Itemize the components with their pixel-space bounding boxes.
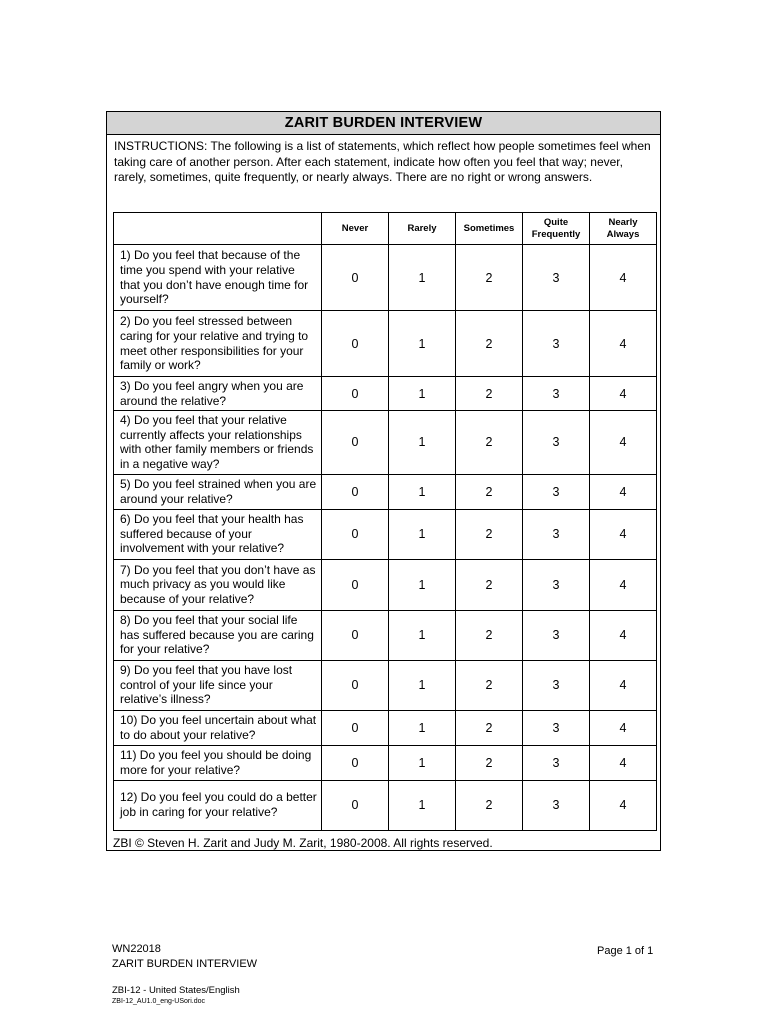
header-statement	[114, 213, 322, 245]
score-option-4[interactable]: 4	[590, 660, 657, 710]
score-option-0[interactable]: 0	[322, 474, 389, 509]
score-option-0[interactable]: 0	[322, 311, 389, 377]
question-text: 4) Do you feel that your relative currently affects your relationships with other family members or friends in a negative way?	[114, 411, 322, 474]
question-row-3	[114, 377, 657, 411]
score-option-4[interactable]: 4	[590, 474, 657, 509]
score-option-2[interactable]: 2	[456, 660, 523, 710]
score-option-3[interactable]: 3	[523, 780, 590, 830]
score-option-1[interactable]: 1	[389, 245, 456, 311]
score-option-1[interactable]: 1	[389, 745, 456, 780]
question-text: 3) Do you feel angry when you are around the relative?	[114, 377, 322, 411]
instructions-text: INSTRUCTIONS: The following is a list of statements, which reflect how people sometimes feel when taking care of another person. After each statement, indicate how often you feel that way; never, rarely, sometimes, quite frequently, or nearly always. There are no right or wrong answers.	[114, 139, 651, 184]
score-option-1[interactable]: 1	[389, 509, 456, 559]
score-option-4[interactable]: 4	[590, 311, 657, 377]
form-title: ZARIT BURDEN INTERVIEW	[107, 112, 660, 135]
score-option-2[interactable]: 2	[456, 474, 523, 509]
question-row-7	[114, 559, 657, 610]
question-row-4	[114, 411, 657, 474]
question-text: 10) Do you feel uncertain about what to do about your relative?	[114, 710, 322, 745]
header-row	[114, 213, 657, 245]
footer-page-number: Page 1 of 1	[597, 945, 654, 957]
score-option-4[interactable]: 4	[590, 610, 657, 660]
score-option-2[interactable]: 2	[456, 710, 523, 745]
score-option-0[interactable]: 0	[322, 245, 389, 311]
footer-version: ZBI-12 - United States/English	[112, 985, 240, 996]
score-option-0[interactable]: 0	[322, 660, 389, 710]
score-option-0[interactable]: 0	[322, 559, 389, 610]
question-text: 2) Do you feel stressed between caring for your relative and trying to meet other responsibilities for your family or work?	[114, 311, 322, 377]
score-option-2[interactable]: 2	[456, 509, 523, 559]
question-text: 11) Do you feel you should be doing more for your relative?	[114, 745, 322, 780]
score-option-0[interactable]: 0	[322, 780, 389, 830]
question-row-12	[114, 780, 657, 830]
question-text: 9) Do you feel that you have lost control of your life since your relative’s illness?	[114, 660, 322, 710]
score-option-3[interactable]: 3	[523, 377, 590, 411]
score-option-0[interactable]: 0	[322, 745, 389, 780]
question-text: 12) Do you feel you could do a better job in caring for your relative?	[114, 780, 322, 830]
question-row-5	[114, 474, 657, 509]
header-sometimes: Sometimes	[456, 213, 523, 245]
footer-title: ZARIT BURDEN INTERVIEW	[112, 958, 258, 970]
score-option-2[interactable]: 2	[456, 245, 523, 311]
score-option-3[interactable]: 3	[523, 411, 590, 474]
question-text: 6) Do you feel that your health has suffered because of your involvement with your relative?	[114, 509, 322, 559]
score-option-2[interactable]: 2	[456, 780, 523, 830]
score-option-3[interactable]: 3	[523, 610, 590, 660]
score-option-2[interactable]: 2	[456, 745, 523, 780]
score-option-4[interactable]: 4	[590, 411, 657, 474]
score-option-1[interactable]: 1	[389, 610, 456, 660]
score-option-4[interactable]: 4	[590, 245, 657, 311]
question-row-2	[114, 311, 657, 377]
score-option-1[interactable]: 1	[389, 311, 456, 377]
copyright-notice: ZBI © Steven H. Zarit and Judy M. Zarit, 1980-2008. All rights reserved.	[113, 836, 493, 850]
score-option-3[interactable]: 3	[523, 710, 590, 745]
score-option-3[interactable]: 3	[523, 474, 590, 509]
footer-filename: ZBI-12_AU1.0_eng-USori.doc	[112, 998, 205, 1005]
score-option-2[interactable]: 2	[456, 311, 523, 377]
score-option-0[interactable]: 0	[322, 411, 389, 474]
score-option-3[interactable]: 3	[523, 559, 590, 610]
score-option-4[interactable]: 4	[590, 509, 657, 559]
score-option-4[interactable]: 4	[590, 377, 657, 411]
score-option-0[interactable]: 0	[322, 509, 389, 559]
question-text: 7) Do you feel that you don’t have as much privacy as you would like because of your relative?	[114, 559, 322, 610]
question-text: 8) Do you feel that your social life has suffered because you are caring for your relative?	[114, 610, 322, 660]
header-rarely: Rarely	[389, 213, 456, 245]
question-row-10	[114, 710, 657, 745]
score-option-4[interactable]: 4	[590, 710, 657, 745]
form-frame	[106, 111, 661, 851]
question-row-9	[114, 660, 657, 710]
score-option-1[interactable]: 1	[389, 780, 456, 830]
footer-code: WN22018	[112, 943, 161, 955]
score-option-2[interactable]: 2	[456, 559, 523, 610]
score-option-1[interactable]: 1	[389, 474, 456, 509]
question-text: 1) Do you feel that because of the time you spend with your relative that you don’t have enough time for yourself?	[114, 245, 322, 311]
score-option-2[interactable]: 2	[456, 377, 523, 411]
question-row-8	[114, 610, 657, 660]
score-option-3[interactable]: 3	[523, 311, 590, 377]
question-text: 5) Do you feel strained when you are around your relative?	[114, 474, 322, 509]
score-option-3[interactable]: 3	[523, 745, 590, 780]
score-option-0[interactable]: 0	[322, 377, 389, 411]
score-option-1[interactable]: 1	[389, 377, 456, 411]
score-option-1[interactable]: 1	[389, 559, 456, 610]
question-row-11	[114, 745, 657, 780]
score-option-0[interactable]: 0	[322, 610, 389, 660]
score-option-2[interactable]: 2	[456, 411, 523, 474]
question-row-6	[114, 509, 657, 559]
score-option-4[interactable]: 4	[590, 780, 657, 830]
question-row-1	[114, 245, 657, 311]
header-nearly-always: Nearly Always	[590, 213, 657, 245]
questions-table	[113, 212, 657, 831]
score-option-3[interactable]: 3	[523, 509, 590, 559]
score-option-1[interactable]: 1	[389, 411, 456, 474]
score-option-0[interactable]: 0	[322, 710, 389, 745]
score-option-4[interactable]: 4	[590, 745, 657, 780]
score-option-3[interactable]: 3	[523, 660, 590, 710]
score-option-1[interactable]: 1	[389, 660, 456, 710]
header-quite-frequently: Quite Frequently	[523, 213, 590, 245]
score-option-4[interactable]: 4	[590, 559, 657, 610]
header-never: Never	[322, 213, 389, 245]
score-option-2[interactable]: 2	[456, 610, 523, 660]
score-option-3[interactable]: 3	[523, 245, 590, 311]
score-option-1[interactable]: 1	[389, 710, 456, 745]
